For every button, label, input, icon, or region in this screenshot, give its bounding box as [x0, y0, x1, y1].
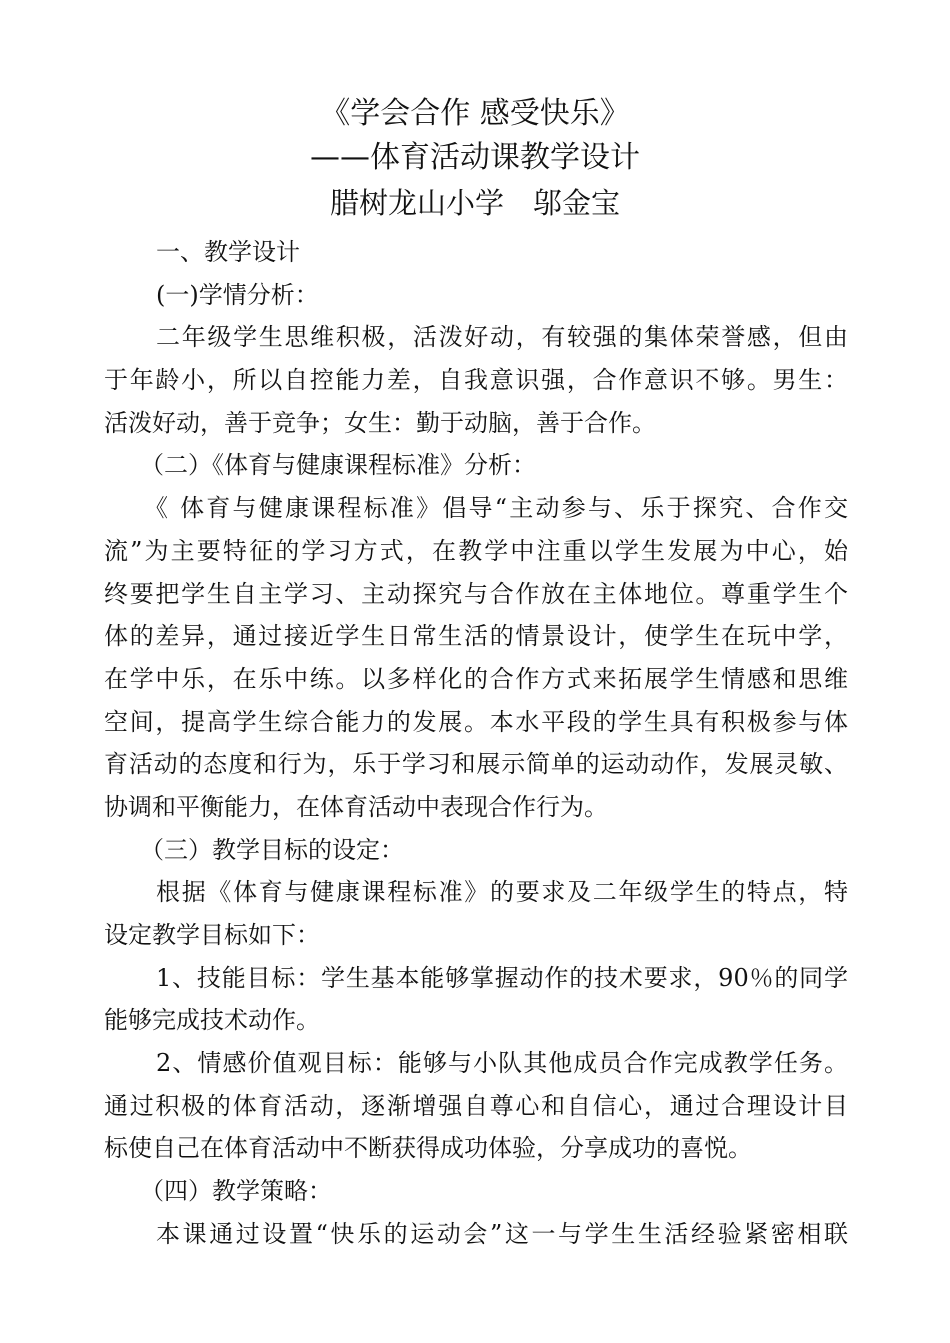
paragraph-line: 二年级学生思维积极，活泼好动，有较强的集体荣誉感，但由: [156, 323, 848, 352]
paragraph-line: 设定教学目标如下：: [104, 921, 320, 949]
paragraph-line: 协调和平衡能力，在体育活动中表现合作行为。: [104, 792, 608, 821]
paragraph-line: 通过积极的体育活动，逐渐增强自尊心和自信心，通过合理设计目: [104, 1091, 848, 1120]
paragraph-line: 在学中乐，在乐中练。以多样化的合作方式来拓展学生情感和思维: [104, 664, 848, 693]
paragraph-line: 2、情感价值观目标：能够与小队其他成员合作完成教学任务。: [156, 1049, 848, 1078]
paragraph-line: 1、技能目标：学生基本能够掌握动作的技术要求，90％的同学: [156, 963, 848, 992]
paragraph-line: 活泼好动，善于竞争；女生：勤于动脑，善于合作。: [104, 408, 656, 437]
paragraph-line: 流”为主要特征的学习方式，在教学中注重以学生发展为中心，始: [104, 536, 848, 565]
document-title: 《学会合作 感受快乐》: [320, 96, 630, 131]
title-block: [0, 92, 950, 226]
paragraph-line: 于年龄小，所以自控能力差，自我意识强，合作意识不够。男生：: [104, 366, 848, 395]
paragraph-line: 本课通过设置“快乐的运动会”这一与学生生活经验紧密相联: [156, 1219, 848, 1248]
paragraph-line: 育活动的态度和行为，乐于学习和展示简单的运动动作，发展灵敏、: [104, 750, 848, 779]
section-heading: 一、教学设计: [156, 238, 300, 266]
paragraph-line: 终要把学生自主学习、主动探究与合作放在主体地位。尊重学生个: [104, 579, 848, 608]
paragraph-line: 标使自己在体育活动中不断获得成功体验，分享成功的喜悦。: [104, 1134, 752, 1163]
subsection-heading: （四）教学策略：: [140, 1177, 332, 1206]
paragraph-line: 能够完成技术动作。: [104, 1006, 320, 1035]
paragraph-line: 空间，提高学生综合能力的发展。本水平段的学生具有积极参与体: [104, 707, 848, 736]
subsection-heading: (一)学情分析：: [156, 280, 319, 309]
document-body: [104, 231, 848, 1256]
paragraph-line: 《 体育与健康课程标准》倡导“主动参与、乐于探究、合作交: [144, 494, 848, 523]
paragraph-line: 根据《体育与健康课程标准》的要求及二年级学生的特点，特: [156, 878, 848, 907]
subsection-heading: （三）教学目标的设定：: [140, 835, 404, 864]
document-subtitle: ——体育活动课教学设计: [310, 140, 640, 175]
author-line: 腊树龙山小学 邬金宝: [329, 186, 620, 220]
subsection-heading: （二）《体育与健康课程标准》分析：: [140, 451, 536, 480]
paragraph-line: 体的差异，通过接近学生日常生活的情景设计，使学生在玩中学，: [104, 622, 848, 651]
